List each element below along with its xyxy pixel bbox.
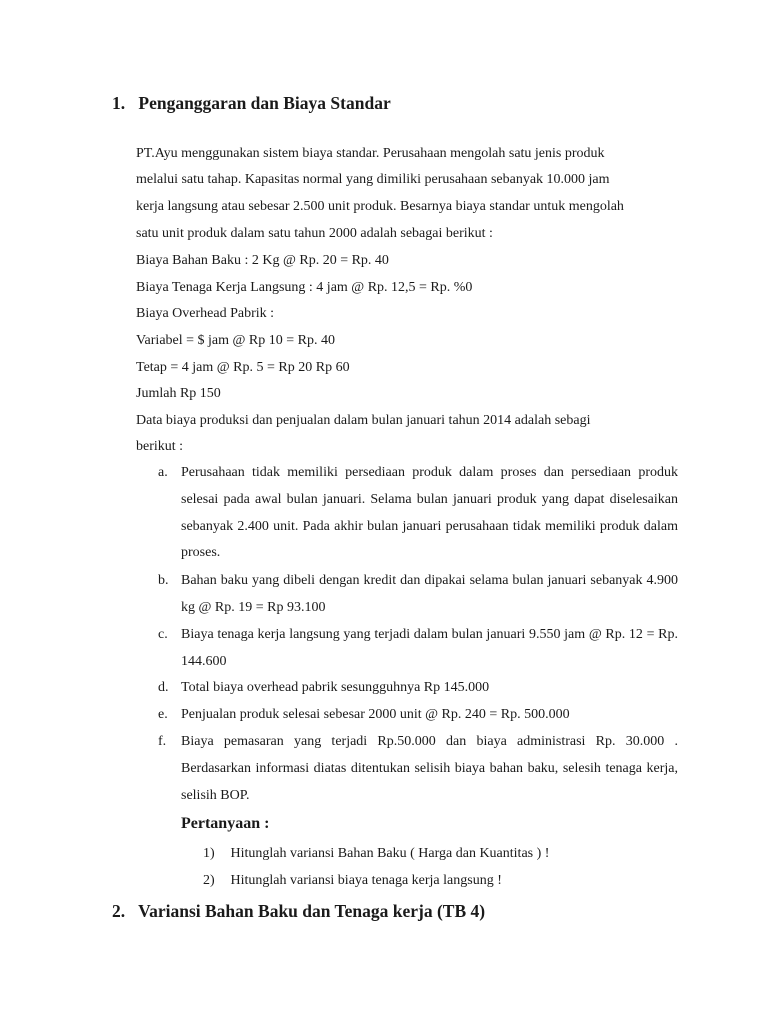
list-item-text: Biaya pemasaran yang terjadi Rp.50.000 dan biaya administrasi Rp. 30.000 . Berdasarkan informasi diatas ditentukan selisih biaya bahan baku, selesih tenaga kerja, selisih BOP. bbox=[181, 734, 678, 803]
list-marker: c. bbox=[158, 627, 168, 642]
list-item-text: Bahan baku yang dibeli dengan kredit dan dipakai selama bulan januari sebanyak 4.900 kg @ Rp. 19 = Rp 93.100 bbox=[181, 573, 678, 615]
paragraph-line: PT.Ayu menggunakan sistem biaya standar. Perusahaan mengolah satu jenis produk bbox=[136, 146, 605, 161]
section-1-heading bbox=[112, 93, 391, 114]
section-2-heading bbox=[112, 901, 485, 922]
question-marker: 2) bbox=[203, 873, 215, 888]
list-item-text: Penjualan produk selesai sebesar 2000 unit @ Rp. 240 = Rp. 500.000 bbox=[181, 707, 570, 722]
paragraph-line: Biaya Overhead Pabrik : bbox=[136, 306, 275, 321]
list-marker: b. bbox=[158, 573, 169, 588]
list-item-text: Total biaya overhead pabrik sesungguhnya Rp 145.000 bbox=[181, 680, 490, 695]
question-text: Hitunglah variansi Bahan Baku ( Harga dan Kuantitas ) ! bbox=[230, 846, 550, 861]
list-marker: d. bbox=[158, 680, 169, 695]
paragraph-line: kerja langsung atau sebesar 2.500 unit produk. Besarnya biaya standar untuk mengolah bbox=[136, 199, 624, 214]
paragraph-line: Biaya Tenaga Kerja Langsung : 4 jam @ Rp. 12,5 = Rp. %0 bbox=[136, 280, 473, 295]
paragraph-line: Variabel = $ jam @ Rp 10 = Rp. 40 bbox=[136, 333, 335, 348]
paragraph-line: Data biaya produksi dan penjualan dalam bulan januari tahun 2014 adalah sebagi bbox=[136, 413, 591, 428]
paragraph-line: Tetap = 4 jam @ Rp. 5 = Rp 20 Rp 60 bbox=[136, 360, 350, 375]
paragraph-line: satu unit produk dalam satu tahun 2000 adalah sebagai berikut : bbox=[136, 226, 493, 241]
paragraph-line: Biaya Bahan Baku : 2 Kg @ Rp. 20 = Rp. 40 bbox=[136, 253, 389, 268]
section-title: Variansi Bahan Baku dan Tenaga kerja (TB 4) bbox=[138, 901, 486, 921]
section-number: 1. bbox=[112, 93, 126, 113]
question-item bbox=[203, 846, 549, 862]
paragraph-line: Jumlah Rp 150 bbox=[136, 386, 221, 401]
list-marker: f. bbox=[158, 734, 167, 749]
section-number: 2. bbox=[112, 901, 126, 921]
list-marker: e. bbox=[158, 707, 168, 722]
questions-title: Pertanyaan : bbox=[181, 815, 270, 832]
list-item-text: Biaya tenaga kerja langsung yang terjadi dalam bulan januari 9.550 jam @ Rp. 12 = Rp. 144.600 bbox=[181, 627, 678, 669]
question-text: Hitunglah variansi biaya tenaga kerja langsung ! bbox=[230, 873, 502, 888]
paragraph-line: berikut : bbox=[136, 439, 184, 454]
list-marker: a. bbox=[158, 465, 168, 480]
question-marker: 1) bbox=[203, 846, 215, 861]
list-item-text: Perusahaan tidak memiliki persediaan produk dalam proses dan persediaan produk selesai pada awal bulan januari. Selama bulan januari produk yang dapat diselesaikan sebanyak 2.400 unit. Pada akhir bulan januari perusahaan tidak memiliki produk dalam proses. bbox=[181, 465, 678, 561]
section-title: Penganggaran dan Biaya Standar bbox=[138, 93, 391, 113]
question-item bbox=[203, 873, 502, 889]
paragraph-line: melalui satu tahap. Kapasitas normal yang dimiliki perusahaan sebanyak 10.000 jam bbox=[136, 172, 610, 187]
